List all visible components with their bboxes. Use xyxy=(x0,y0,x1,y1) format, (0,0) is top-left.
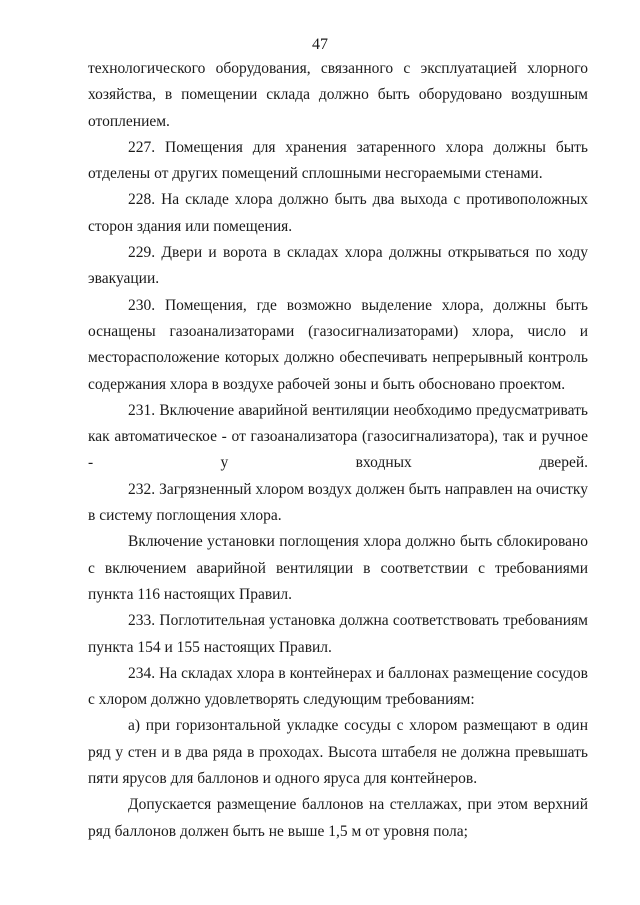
paragraph-234-a: а) при горизонтальной укладке сосуды с хлором размещают в один ряд у стен и в два ряда в проходах. Высота штабеля не должна превышать пяти ярусов для баллонов и одного яруса для контейнеров. xyxy=(88,717,588,788)
paragraph-234-shelving: Допускается размещение баллонов на стеллажах, при этом верхний ряд баллонов должен быть не выше 1,5 м от уровня пола; xyxy=(88,796,588,840)
document-body xyxy=(88,56,588,845)
paragraph-231: 231. Включение аварийной вентиляции необходимо предусматривать как автоматическое - от газоанализатора (газосигнализатора), так и ручное - у входных дверей. xyxy=(88,401,588,472)
paragraph-233: 233. Поглотительная установка должна соответствовать требованиям пункта 154 и 155 настоящих Правил. xyxy=(88,612,588,656)
paragraph-227: 227. Помещения для хранения затаренного хлора должны быть отделены от других помещений сплошными несгораемыми стенами. xyxy=(88,138,588,183)
paragraph-234: 234. На складах хлора в контейнерах и баллонах размещение сосудов с хлором должно удовлетворять следующим требованиям: xyxy=(88,664,588,709)
paragraph-228: 228. На складе хлора должно быть два выхода с противоположных сторон здания или помещения. xyxy=(88,191,588,235)
page-number: 47 xyxy=(312,36,328,53)
paragraph-continuation: технологического оборудования, связанного с эксплуатацией хлорного хозяйства, в помещении склада должно быть оборудовано воздушным отоплением. xyxy=(88,60,588,130)
paragraph-232-blocking: Включение установки поглощения хлора должно быть сблокировано с включением аварийной вентиляции в соответствии с требованиями пункта 116 настоящих Правил. xyxy=(88,533,588,603)
paragraph-229: 229. Двери и ворота в складах хлора должны открываться по ходу эвакуации. xyxy=(88,244,588,288)
paragraph-232: 232. Загрязненный хлором воздух должен быть направлен на очистку в систему поглощения хлора. xyxy=(88,480,588,525)
paragraph-230: 230. Помещения, где возможно выделение хлора, должны быть оснащены газоанализаторами (газосигнализаторами) хлора, число и месторасположение которых должно обеспечивать непрерывный контроль содержания хлора в воздухе рабочей зоны и быть обосновано проектом. xyxy=(88,296,588,393)
